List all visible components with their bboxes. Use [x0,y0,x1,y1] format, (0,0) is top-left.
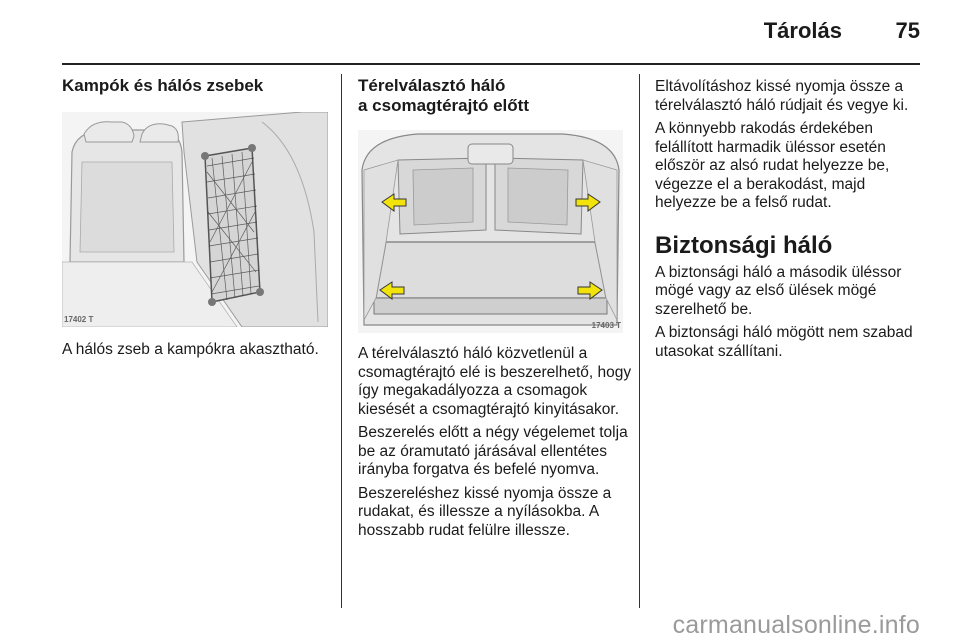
net-pocket-illustration [62,112,328,327]
paragraph: A biztonsági háló a második üléssor mögé vagy az első ülések mögé szerelhető be. [655,263,902,318]
watermark: carmanualsonline.info [672,611,920,639]
figure-code: 17403 T [591,321,621,330]
figure-code: 17402 T [64,315,94,324]
divider-net-body [358,345,634,540]
column-divider-2 [639,74,640,608]
column-1 [62,74,334,365]
paragraph: A térelválasztó háló közvetlenül a csomagtérajtó elé is beszerelhető, hogy így megakadályozza a csomagok kiesését a csomagtérajtó kinyitásakor. [358,345,632,418]
section-heading-hooks-nets: Kampók és hálós zsebek [62,76,264,95]
section-heading-safety-net: Biztonsági háló [655,231,833,259]
page-number: 75 [895,18,920,43]
paragraph: A könnyebb rakodás érdekében felállított harmadik üléssor esetén először az alsó rudat helyezze be, végezze el a berakodást, majd helyezze be a felső rudat. [655,120,890,211]
paragraph: Beszereléshez kissé nyomja össze a rudakat, és illessze a nyílásokba. A hosszabb rudat felülre illessze. [358,484,612,539]
column-divider-1 [341,74,342,608]
header-divider [62,63,920,65]
page-section-title: Tárolás [763,18,842,43]
paragraph: Beszerelés előtt a négy végelemet tolja be az óramutató járásával ellentétes irányba forgatva és befelé nyomva. [358,424,628,478]
caption-net-pocket: A hálós zseb a kampókra akasztható. [62,341,319,358]
cargo-area-illustration [358,130,623,333]
figure-net-pocket [62,112,328,327]
section-heading-divider-net-line2: a csomagtérajtó előtt [358,96,529,115]
column-3 [655,74,923,366]
paragraph: A biztonsági háló mögött nem szabad utasokat szállítani. [655,324,913,360]
column-2 [358,74,634,545]
section-heading-divider-net-line1: Térelválasztó háló [358,76,506,95]
paragraph: Eltávolításhoz kissé nyomja össze a térelválasztó háló rúdjait és vegye ki. [655,78,909,114]
figure-divider-net [358,130,623,333]
